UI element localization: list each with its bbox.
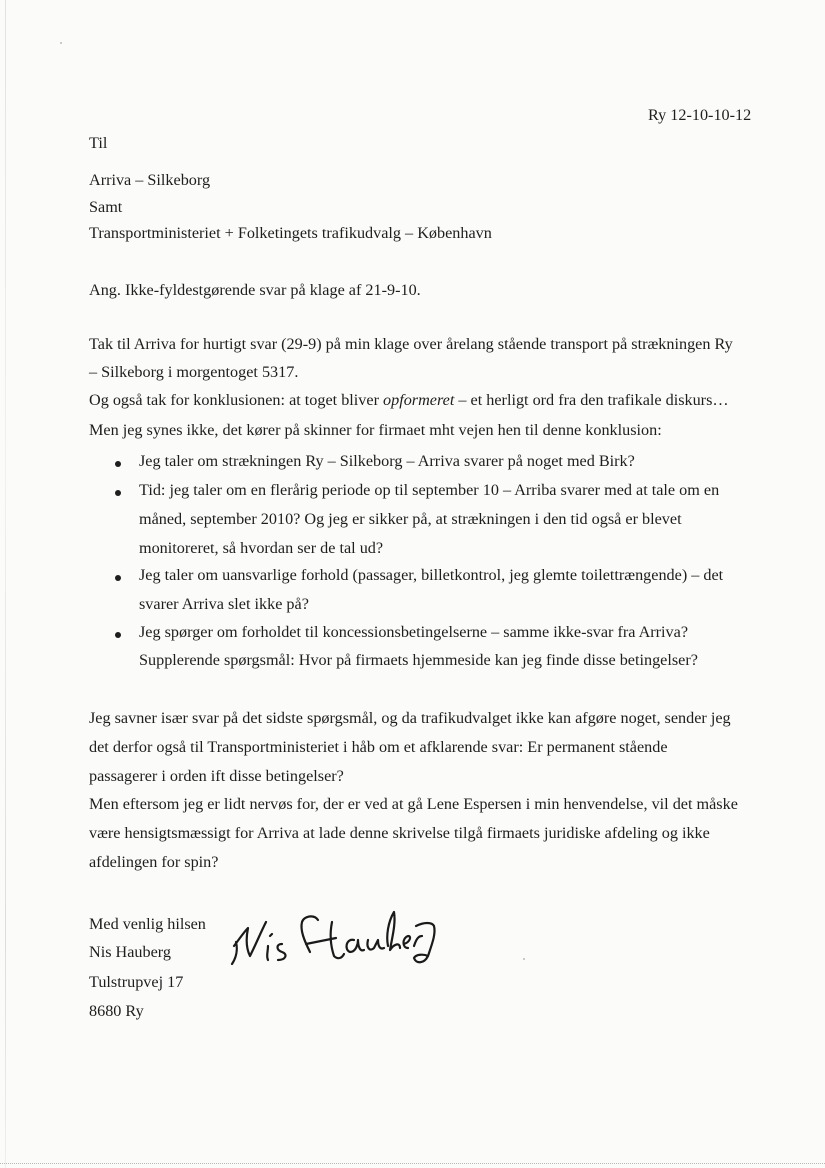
bullet-line: Jeg taler om strækningen Ry – Silkeborg – Arriva svarer på noget med Birk? <box>139 452 635 470</box>
bullet-line: Jeg taler om uansvarlige forhold (passager, billetkontrol, jeg glemte toilettrængende) – det <box>139 566 724 584</box>
signature-stroke <box>278 944 286 960</box>
signoff-street: Tulstrupvej 17 <box>89 973 184 991</box>
signature-stroke <box>232 922 266 964</box>
subject-line: Ang. Ikke-fyldestgørende svar på klage af 21-9-10. <box>89 281 421 299</box>
bullet-line: Supplerende spørgsmål: Hvor på firmaets hjemmeside kan jeg finde disse betingelser? <box>139 651 698 669</box>
closing-line: det derfor også til Transportministeriet i håb om et afklarende svar: Er permanent stående <box>89 738 668 756</box>
body-text: Og også tak for konklusionen: at toget bliver <box>89 391 384 409</box>
recipient-line-1: Arriva – Silkeborg <box>89 171 211 189</box>
recipient-line-3: Transportministeriet + Folketingets trafikudvalg – København <box>89 224 492 242</box>
signature-stroke <box>414 936 422 946</box>
bullet-dot <box>115 632 121 638</box>
body-line: – Silkeborg i morgentoget 5317. <box>89 363 299 381</box>
body-line <box>89 390 729 410</box>
bullet-line: måned, september 2010? Og jeg er sikker på, at strækningen i den tid også er blevet <box>139 510 682 528</box>
date-line: Ry 12-10-10-12 <box>648 106 752 124</box>
bullet-dot <box>115 490 121 496</box>
bullet-line: svarer Arriva slet ikke på? <box>139 595 309 613</box>
signature-stroke <box>404 936 411 948</box>
scan-edge-left <box>5 0 6 1168</box>
bullet-line: monitoreret, så hvordan ser de tal ud? <box>139 539 384 557</box>
signature-stroke <box>270 934 272 936</box>
scan-speck <box>60 42 62 44</box>
closing-line: Jeg savner især svar på det sidste spørgsmål, og da trafikudvalget ikke kan afgøre noget, sender jeg <box>89 709 731 727</box>
handwritten-signature <box>228 900 438 972</box>
scan-edge-bottom <box>0 1163 825 1165</box>
closing-line: være hensigtsmæssigt for Arriva at lade denne skrivelse tilgå firmaets juridiske afdeling og ikke <box>89 824 710 842</box>
closing-line: passagerer i orden ift disse betingelser? <box>89 767 344 785</box>
signoff-greeting: Med venlig hilsen <box>89 915 206 933</box>
signature-stroke <box>414 923 435 962</box>
signature-stroke <box>367 940 384 950</box>
closing-line: afdelingen for spin? <box>89 853 219 871</box>
signature-stroke <box>267 946 268 960</box>
body-text: – et herligt ord fra den trafikale diskurs… <box>454 391 729 409</box>
bullet-line: Jeg spørger om forholdet til koncessionsbetingelserne – samme ikke-svar fra Arriva? <box>139 623 689 641</box>
body-line: Tak til Arriva for hurtigt svar (29-9) på min klage over årelang stående transport på strækningen Ry <box>89 335 733 353</box>
italic-word: opformeret <box>383 391 455 409</box>
bullet-dot <box>115 461 121 467</box>
signoff-name: Nis Hauberg <box>89 943 171 961</box>
scan-speck <box>523 958 525 960</box>
bullet-dot <box>115 575 121 581</box>
closing-line: Men eftersom jeg er lidt nervøs for, der er ved at gå Lene Espersen i min henvendelse, vil det måske <box>89 795 738 813</box>
body-line: Men jeg synes ikke, det kører på skinner for firmaet mht vejen hen til denne konklusion: <box>89 421 662 439</box>
signature-stroke <box>301 916 344 958</box>
bullet-line: Tid: jeg taler om en flerårig periode op til september 10 – Arriba svarer med at tale om en <box>139 481 720 499</box>
signature-stroke <box>347 940 364 952</box>
recipient-line-2: Samt <box>89 198 123 216</box>
to-label: Til <box>89 134 108 152</box>
signature-stroke <box>387 912 400 950</box>
signoff-city: 8680 Ry <box>89 1002 144 1020</box>
